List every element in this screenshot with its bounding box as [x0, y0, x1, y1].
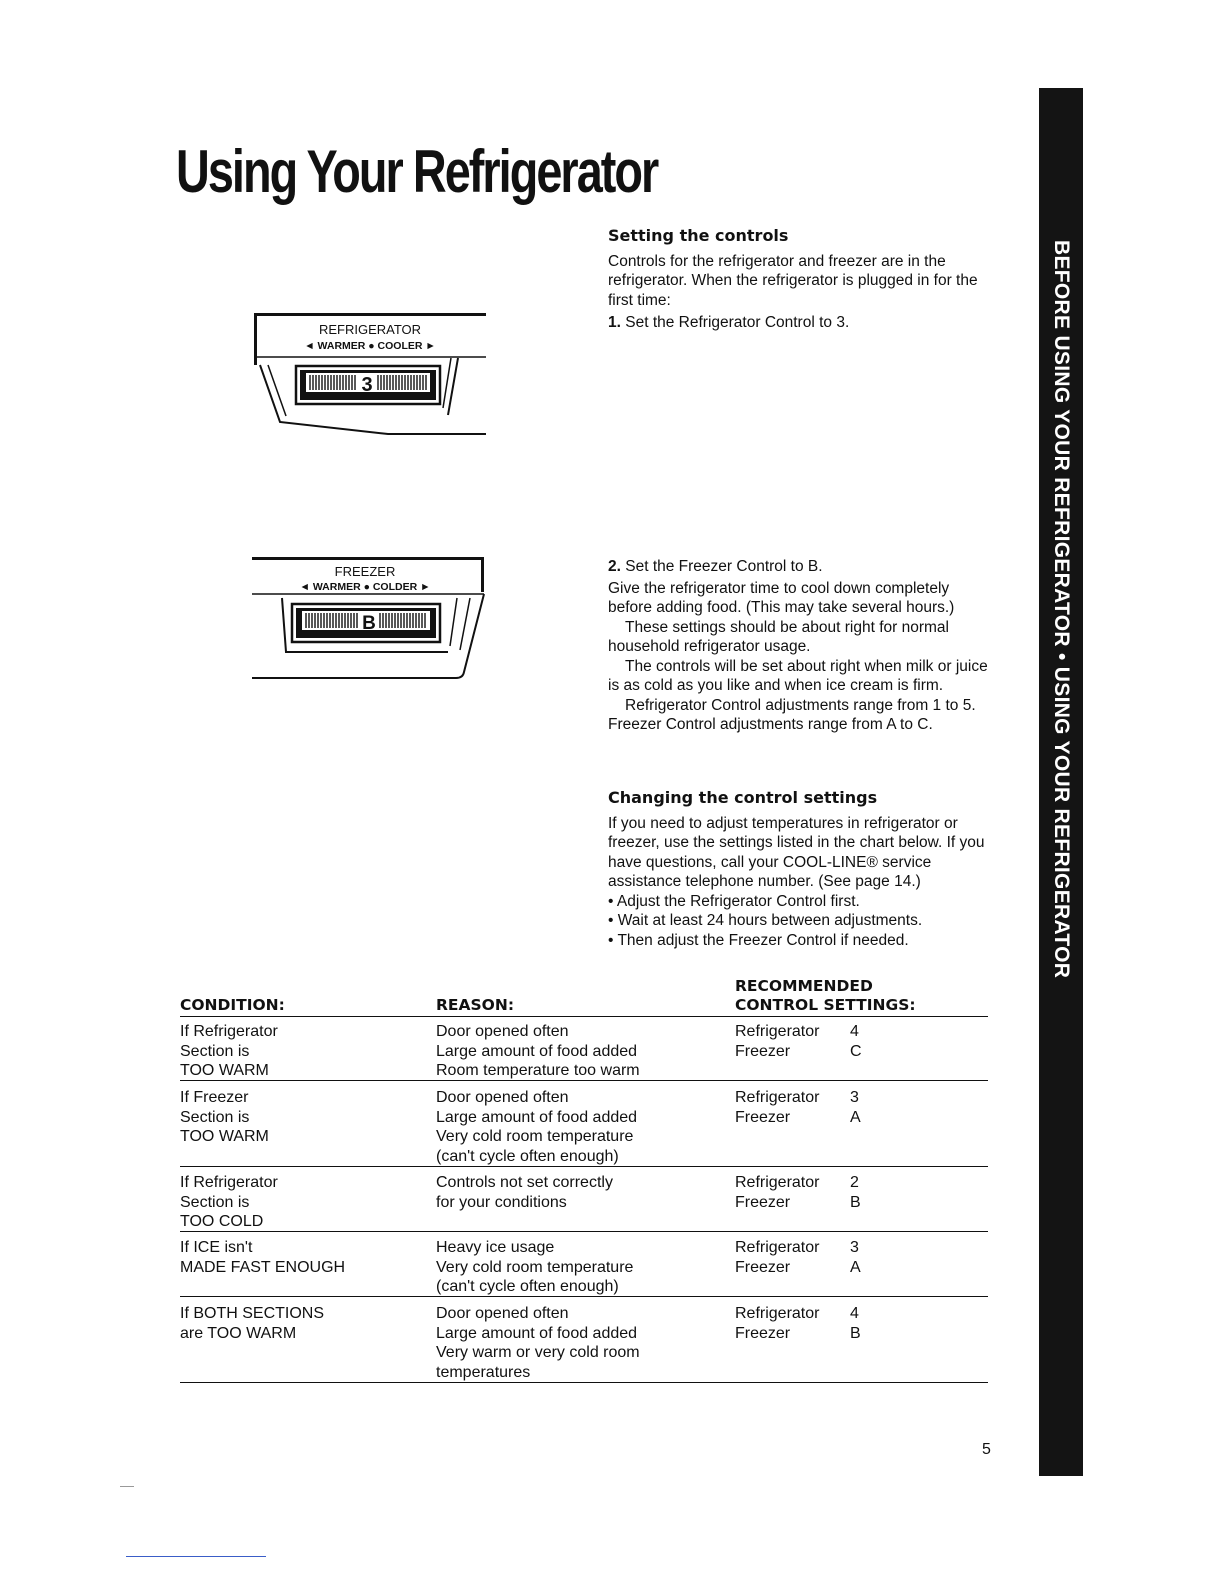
setting-label: Refrigerator — [735, 1023, 820, 1040]
reason-line: Heavy ice usage — [436, 1239, 555, 1256]
condition-line: Section is — [180, 1042, 250, 1060]
side-tab-label: BEFORE USING YOUR REFRIGERATOR • USING YOUR REFRIGERATOR — [1050, 240, 1073, 979]
section-side-tab — [1039, 88, 1083, 1476]
table-header-condition: CONDITION: — [180, 996, 285, 1014]
table-row — [180, 1022, 988, 1081]
setting-value: A — [850, 1258, 861, 1276]
setting-label: Freezer — [735, 1108, 791, 1126]
step-1-text: Set the Refrigerator Control to 3. — [625, 314, 850, 331]
setting-controls-section — [608, 226, 992, 333]
refrigerator-control-diagram — [248, 310, 490, 446]
setting-label: Refrigerator — [735, 1174, 820, 1191]
reason-line: Large amount of food added — [436, 1108, 638, 1126]
condition-line: If ICE isn't — [180, 1239, 253, 1256]
scan-rule — [126, 1556, 266, 1557]
table-header-rule — [180, 1016, 988, 1017]
condition-line: Section is — [180, 1108, 250, 1126]
freezer-dial-value: B — [362, 613, 376, 634]
step-2-section — [608, 557, 992, 735]
bullet-item: • Then adjust the Freezer Control if needed. — [608, 931, 909, 949]
setting-value: B — [850, 1324, 861, 1342]
reason-line: Controls not set correctly — [436, 1174, 613, 1191]
table-row — [180, 1238, 988, 1297]
condition-line: TOO COLD — [180, 1213, 264, 1230]
step-2-text: Set the Freezer Control to B. — [625, 558, 823, 575]
page-number: 5 — [982, 1441, 991, 1458]
table-header-reason: REASON: — [436, 996, 515, 1014]
freezer-dial-scale: ◄ WARMER ● COLDER ► — [299, 581, 431, 593]
reason-line: Room temperature too warm — [436, 1062, 640, 1079]
reason-line: Very cold room temperature — [436, 1258, 634, 1276]
reason-line: temperatures — [436, 1363, 531, 1381]
setting-value: C — [850, 1042, 862, 1060]
condition-line: Section is — [180, 1193, 250, 1211]
bullet-item: • Adjust the Refrigerator Control first. — [608, 892, 860, 910]
bullet-item: • Wait at least 24 hours between adjustments. — [608, 912, 923, 929]
setting-label: Refrigerator — [735, 1305, 820, 1322]
control-settings-table — [180, 976, 990, 1386]
page-title: Using Your Refrigerator — [176, 138, 658, 205]
condition-line: MADE FAST ENOUGH — [180, 1258, 346, 1276]
cooldown-paragraph: Give the refrigerator time to cool down completely before adding food. (This may take several hours.) — [608, 579, 955, 616]
setting-value: B — [850, 1193, 861, 1211]
table-header-control-settings: CONTROL SETTINGS: — [735, 996, 916, 1014]
setting-label: Freezer — [735, 1193, 791, 1211]
reason-line: Door opened often — [436, 1305, 569, 1322]
setting-controls-heading: Setting the controls — [608, 226, 789, 245]
reason-line: Door opened often — [436, 1089, 569, 1106]
changing-controls-intro: If you need to adjust temperatures in refrigerator or freezer, use the settings listed in the chart below. If you have questions, call your COOL-LINE® service assistance telephone number. (See page 14.) — [608, 814, 985, 890]
changing-controls-section — [608, 788, 992, 950]
setting-value: 3 — [850, 1239, 859, 1256]
setting-value: 4 — [850, 1023, 859, 1040]
setting-label: Freezer — [735, 1042, 791, 1060]
reason-line: Door opened often — [436, 1023, 569, 1040]
step-2-number: 2. — [608, 558, 621, 575]
reason-line: (can't cycle often enough) — [436, 1278, 619, 1295]
reason-line: Large amount of food added — [436, 1324, 638, 1342]
reason-line: Large amount of food added — [436, 1042, 638, 1060]
condition-line: TOO WARM — [180, 1062, 269, 1079]
setting-label: Refrigerator — [735, 1089, 820, 1106]
table-header-recommended: RECOMMENDED — [735, 977, 873, 995]
step-2 — [608, 557, 992, 577]
changing-controls-heading: Changing the control settings — [608, 788, 878, 807]
table-row — [180, 1173, 988, 1232]
table-row — [180, 1088, 988, 1167]
setting-value: 3 — [850, 1089, 859, 1106]
setting-value: 2 — [850, 1174, 859, 1191]
setting-label: Refrigerator — [735, 1239, 820, 1256]
condition-line: If Refrigerator — [180, 1023, 278, 1040]
setting-value: 4 — [850, 1305, 859, 1322]
condition-line: TOO WARM — [180, 1128, 269, 1145]
reason-line: Very cold room temperature — [436, 1128, 634, 1145]
table-row — [180, 1304, 988, 1383]
setting-controls-intro: Controls for the refrigerator and freezer are in the refrigerator. When the refrigerator is plugged in for the first time: — [608, 252, 978, 309]
step-1-number: 1. — [608, 314, 621, 331]
step-1 — [608, 313, 992, 333]
refrigerator-dial-scale: ◄ WARMER ● COOLER ► — [304, 340, 436, 352]
condition-line: If Freezer — [180, 1089, 249, 1106]
setting-label: Freezer — [735, 1324, 791, 1342]
reason-line: Very warm or very cold room — [436, 1344, 640, 1361]
adjustment-range-paragraph: Refrigerator Control adjustments range from 1 to 5. Freezer Control adjustments range from A to C. — [608, 696, 976, 733]
condition-line: are TOO WARM — [180, 1324, 297, 1342]
reason-line: for your conditions — [436, 1193, 567, 1211]
normal-usage-paragraph: These settings should be about right for normal household refrigerator usage. — [608, 618, 949, 655]
reason-line: (can't cycle often enough) — [436, 1147, 619, 1165]
setting-label: Freezer — [735, 1258, 791, 1276]
milk-juice-paragraph: The controls will be set about right when milk or juice is as cold as you like and when ice cream is firm. — [608, 657, 988, 694]
freezer-dial-label: FREEZER — [334, 564, 396, 579]
condition-line: If BOTH SECTIONS — [180, 1305, 325, 1322]
setting-value: A — [850, 1108, 861, 1126]
refrigerator-dial-value: 3 — [361, 374, 373, 396]
freezer-control-diagram — [252, 554, 488, 684]
condition-line: If Refrigerator — [180, 1174, 278, 1191]
scan-mark — [120, 1486, 134, 1487]
refrigerator-dial-label: REFRIGERATOR — [318, 322, 422, 337]
